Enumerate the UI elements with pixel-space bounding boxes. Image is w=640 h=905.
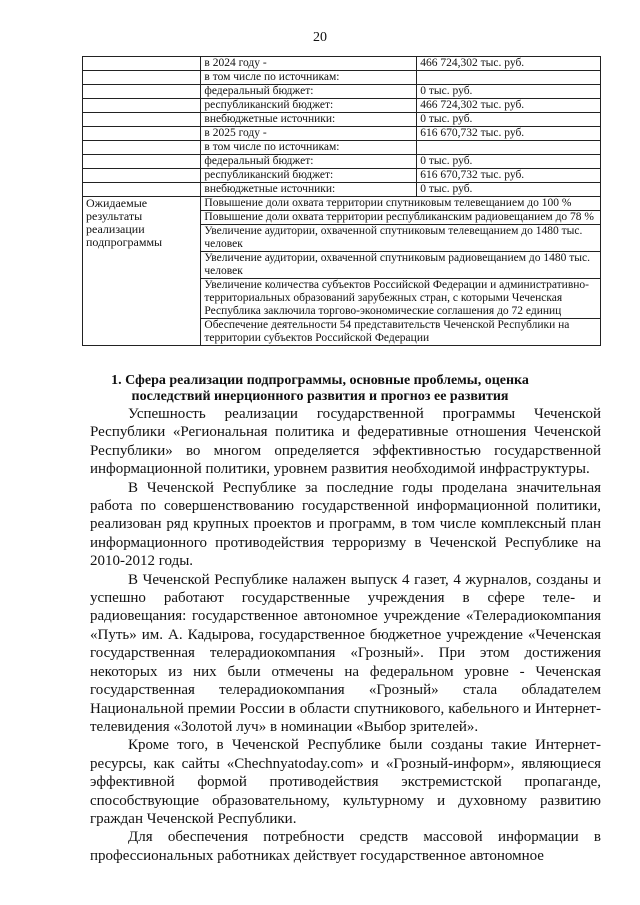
funding-row xyxy=(83,155,601,169)
empty-cell xyxy=(83,169,201,183)
results-section xyxy=(83,197,601,346)
paragraph: В Чеченской Республике налажен выпуск 4 газет, 4 журналов, созданы и успешно работают государственные учреждения в сфере теле- и радиовещания: государственное автономное учреждение «Телерадиокомпания «Путь» им. А. Кадырова, государственное бюджетное учреждение «Чеченская государственная телерадиокомпания «Грозный». При этом достижения некоторых из них были отмечены на федеральном уровне - Чеченская государственная телерадиокомпания «Грозный» стала обладателем Национальной премии России в области спутникового, кабельного и Интернет-телевидения «Золотой луч» в номинации «Выбор зрителей». xyxy=(90,571,601,735)
body-text xyxy=(90,405,601,865)
funding-row xyxy=(83,85,601,99)
funding-value: 0 тыс. руб. xyxy=(417,183,601,197)
funding-label: федеральный бюджет: xyxy=(201,85,417,99)
funding-value: 0 тыс. руб. xyxy=(417,113,601,127)
funding-row xyxy=(83,113,601,127)
funding-row xyxy=(83,127,601,141)
paragraph: Кроме того, в Чеченской Республике были созданы такие Интернет-ресурсы, как сайты «Chechnyatoday.com» и «Грозный-информ», являющиеся эффективной формой противодействия экстремистской пропаганде, способствующие образовательному, культурному и духовному развитию граждан Чеченской Республики. xyxy=(90,737,601,827)
result-item: Увеличение количества субъектов Российской Федерации и административно-территориальных образований зарубежных стран, с которыми Чеченская Республика заключила торгово-экономические соглашения до 72 единиц xyxy=(201,279,601,319)
funding-value: 616 670,732 тыс. руб. xyxy=(417,169,601,183)
funding-label: федеральный бюджет: xyxy=(201,155,417,169)
funding-label: внебюджетные источники: xyxy=(201,183,417,197)
result-row xyxy=(83,197,601,211)
section-title: 1. Сфера реализации подпрограммы, основные проблемы, оценка последствий инерционного развития и прогноз ее развития xyxy=(111,373,529,404)
funding-label: в том числе по источникам: xyxy=(201,141,417,155)
result-item: Увеличение аудитории, охваченной спутниковым радиовещанием до 1480 тыс. человек xyxy=(201,252,601,279)
funding-label: в 2024 году - xyxy=(201,57,417,71)
funding-value: 0 тыс. руб. xyxy=(417,85,601,99)
results-label: Ожидаемые результаты реализации подпрограммы xyxy=(83,197,201,346)
empty-cell xyxy=(83,71,201,85)
page-number: 20 xyxy=(313,30,327,45)
funding-label: в том числе по источникам: xyxy=(201,71,417,85)
empty-cell xyxy=(83,57,201,71)
funding-section xyxy=(83,57,601,197)
empty-cell xyxy=(83,127,201,141)
result-item: Увеличение аудитории, охваченной спутниковым телевещанием до 1480 тыс. человек xyxy=(201,225,601,252)
empty-cell xyxy=(83,85,201,99)
funding-label: в 2025 году - xyxy=(201,127,417,141)
paragraph: Успешность реализации государственной программы Чеченской Республики «Региональная политика и федеративные отношения Чеченской Республики» во многом определяется эффективностью государственной информационной политики, уровнем развития необходимой инфраструктуры. xyxy=(90,406,601,478)
funding-value: 616 670,732 тыс. руб. xyxy=(417,127,601,141)
result-item: Повышение доли охвата территории спутниковым телевещанием до 100 % xyxy=(201,197,601,211)
funding-row xyxy=(83,141,601,155)
funding-row xyxy=(83,57,601,71)
funding-row xyxy=(83,169,601,183)
paragraph: Для обеспечения потребности средств массовой информации в профессиональных работниках действует государственное автономное xyxy=(90,829,601,864)
funding-value xyxy=(417,141,601,155)
funding-label: внебюджетные источники: xyxy=(201,113,417,127)
funding-value: 0 тыс. руб. xyxy=(417,155,601,169)
funding-label: республиканский бюджет: xyxy=(201,99,417,113)
result-item: Повышение доли охвата территории республиканским радиовещанием до 78 % xyxy=(201,211,601,225)
empty-cell xyxy=(83,99,201,113)
empty-cell xyxy=(83,141,201,155)
funding-label: республиканский бюджет: xyxy=(201,169,417,183)
subprogram-passport-table xyxy=(82,56,601,346)
funding-row xyxy=(83,71,601,85)
funding-value: 466 724,302 тыс. руб. xyxy=(417,99,601,113)
funding-row xyxy=(83,183,601,197)
empty-cell xyxy=(83,155,201,169)
result-item: Обеспечение деятельности 54 представительств Чеченской Республики на территории субъектов Российской Федерации xyxy=(201,319,601,346)
empty-cell xyxy=(83,183,201,197)
funding-row xyxy=(83,99,601,113)
paragraph: В Чеченской Республике за последние годы проделана значительная работа по совершенствованию государственной информационной политики, реализован ряд крупных проектов и программ, в том числе комплексный план информационного противодействия терроризму в Чеченской Республике на 2010-2012 годы. xyxy=(90,479,601,570)
funding-value xyxy=(417,71,601,85)
funding-value: 466 724,302 тыс. руб. xyxy=(417,57,601,71)
empty-cell xyxy=(83,113,201,127)
